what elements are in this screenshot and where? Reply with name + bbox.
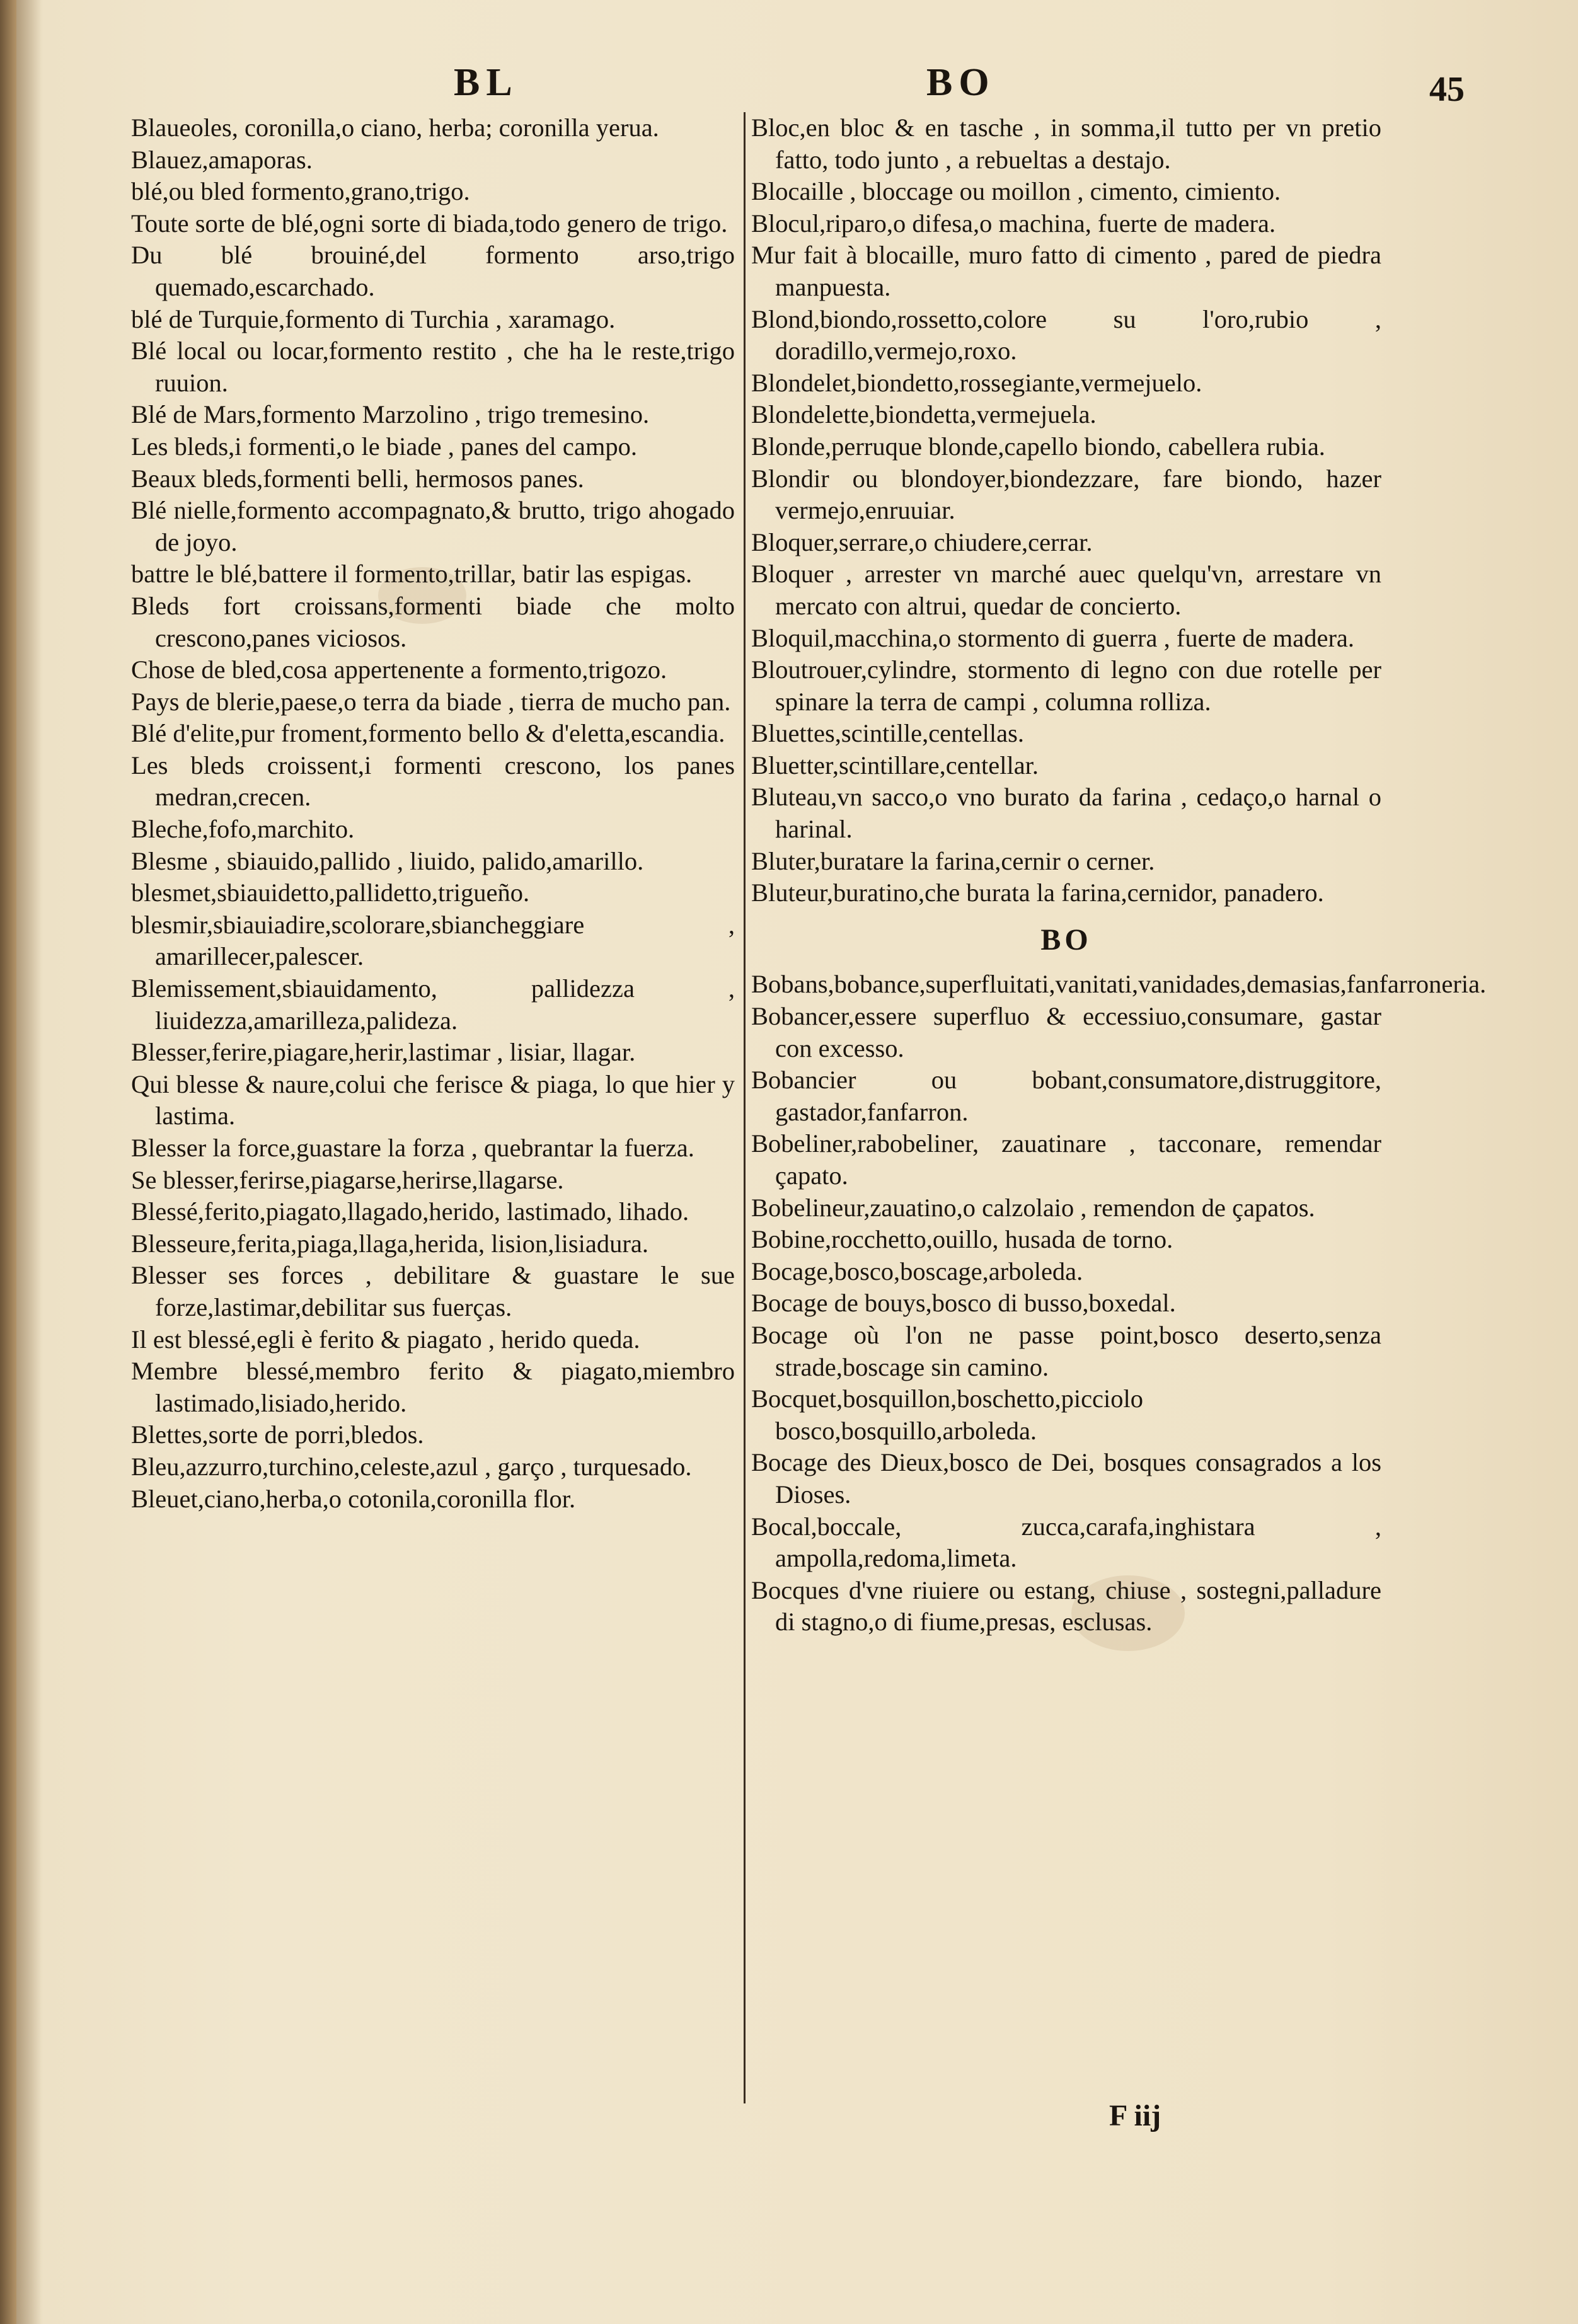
dictionary-entry: Blonde,perruque blonde,capello biondo, cabellera rubia. xyxy=(751,432,1325,461)
book-gutter xyxy=(0,0,16,2324)
dictionary-entry: Bluetter,scintillare,centellar. xyxy=(751,751,1039,779)
dictionary-entry: Bleds fort croissans,formenti biade che molto crescono,panes viciosos. xyxy=(131,591,735,652)
spine-shadow xyxy=(16,0,42,2324)
running-head-left: BL xyxy=(454,61,519,104)
dictionary-entry: Bocal,boccale, zucca,carafa,inghistara , ampolla,redoma,limeta. xyxy=(751,1512,1381,1573)
right-column-entries-bo xyxy=(751,969,1487,1638)
dictionary-entry: Bluettes,scintille,centellas. xyxy=(751,719,1025,748)
dictionary-entry: Bobans,bobance,superfluitati,vanitati,vanidades,demasias,fanfarroneria. xyxy=(751,970,1487,999)
dictionary-entry: Blond,biondo,rossetto,colore su l'oro,rubio , doradillo,vermejo,roxo. xyxy=(751,304,1381,365)
dictionary-entry: Bloquer , arrester vn marché auec quelqu'vn, arrestare vn mercato con altrui, quedar de concierto. xyxy=(751,560,1381,620)
dictionary-entry: battre le blé,battere il formento,trillar, batir las espigas. xyxy=(131,560,693,589)
dictionary-entry: Blaueoles, coronilla,o ciano, herba; coronilla yerua. xyxy=(131,113,659,142)
dictionary-entry: Blesser,ferire,piagare,herir,lastimar , lisiar, llagar. xyxy=(131,1038,636,1067)
dictionary-entry: Bocage de bouys,bosco di busso,boxedal. xyxy=(751,1289,1176,1318)
dictionary-entry: Les bleds,i formenti,o le biade , panes del campo. xyxy=(131,432,637,461)
dictionary-entry: Bluter,buratare la farina,cernir o cerner. xyxy=(751,846,1155,875)
dictionary-entry: Chose de bled,cosa appertenente a formento,trigozo. xyxy=(131,655,667,684)
dictionary-entry: Bloquil,macchina,o stormento di guerra , fuerte de madera. xyxy=(751,623,1355,652)
dictionary-entry: Toute sorte de blé,ogni sorte di biada,todo genero de trigo. xyxy=(131,209,728,238)
dictionary-entry: Bluteau,vn sacco,o vno burato da farina , cedaço,o harnal o harinal. xyxy=(751,783,1381,844)
dictionary-entry: Les bleds croissent,i formenti crescono, los panes medran,crecen. xyxy=(131,751,735,812)
dictionary-entry: Se blesser,ferirse,piagarse,herirse,llagarse. xyxy=(131,1165,564,1194)
dictionary-entry: blé,ou bled formento,grano,trigo. xyxy=(131,177,470,206)
dictionary-entry: Blé d'elite,pur froment,formento bello & d'eletta,escandia. xyxy=(131,719,725,748)
dictionary-entry: blesmir,sbiauiadire,scolorare,sbiancheggiare , amarillecer,palescer. xyxy=(131,910,735,971)
dictionary-entry: Bocquet,bosquillon,boschetto,picciolo bosco,bosquillo,arboleda. xyxy=(751,1384,1144,1445)
dictionary-entry: Pays de blerie,paese,o terra da biade , tierra de mucho pan. xyxy=(131,687,731,716)
dictionary-entry: Mur fait à blocaille, muro fatto di cimento , pared de piedra manpuesta. xyxy=(751,241,1381,301)
dictionary-entry: Bobeliner,rabobeliner, zauatinare , tacconare, remendar çapato. xyxy=(751,1129,1381,1190)
dictionary-entry: Bocques d'vne riuiere ou estang, chiuse , sostegni,palladure di stagno,o di fiume,presas, esclusas. xyxy=(751,1575,1381,1637)
dictionary-entry: Blessé,ferito,piagato,llagado,herido, lastimado, lihado. xyxy=(131,1197,689,1226)
dictionary-entry: blesmet,sbiauidetto,pallidetto,trigueño. xyxy=(131,878,530,907)
dictionary-entry: Blé nielle,formento accompagnato,& brutto, trigo ahogado de joyo. xyxy=(131,496,735,556)
dictionary-entry: Du blé brouiné,del formento arso,trigo quemado,escarchado. xyxy=(131,241,735,301)
dictionary-entry: Blauez,amaporas. xyxy=(131,145,313,174)
section-heading-bo: BO xyxy=(1040,923,1092,957)
dictionary-entry: Bloc,en bloc & en tasche , in somma,il tutto per vn pretio fatto, todo junto , a rebueltas a destajo. xyxy=(751,113,1381,174)
dictionary-entry: Blondir ou blondoyer,biondezzare, fare biondo, hazer vermejo,enruuiar. xyxy=(751,464,1381,525)
dictionary-entry: Bocage,bosco,boscage,arboleda. xyxy=(751,1257,1083,1286)
dictionary-entry: Blondelet,biondetto,rossegiante,vermejuelo. xyxy=(751,368,1202,397)
dictionary-entry: Blesseure,ferita,piaga,llaga,herida, lision,lisiadura. xyxy=(131,1229,648,1258)
dictionary-entry: Bobelineur,zauatino,o calzolaio , remendon de çapatos. xyxy=(751,1193,1315,1222)
dictionary-entry: Blemissement,sbiauidamento, pallidezza , liuidezza,amarilleza,palideza. xyxy=(131,974,735,1035)
dictionary-entry: Blesser ses forces , debilitare & guastare le sue forze,lastimar,debilitar sus fuerças. xyxy=(131,1261,735,1321)
dictionary-entry: Bloutrouer,cylindre, stormento di legno con due rotelle per spinare la terra de campi , columna rolliza. xyxy=(751,655,1381,716)
dictionary-entry: Blé local ou locar,formento restito , che ha le reste,trigo ruuion. xyxy=(131,337,735,397)
dictionary-entry: Membre blessé,membro ferito & piagato,miembro lastimado,lisiado,herido. xyxy=(131,1357,735,1417)
signature-mark: F iij xyxy=(1109,2099,1161,2132)
dictionary-entry: Blettes,sorte de porri,bledos. xyxy=(131,1420,424,1449)
dictionary-entry: Bobine,rocchetto,ouillo, husada de torno. xyxy=(751,1225,1173,1254)
dictionary-entry: Blondelette,biondetta,vermejuela. xyxy=(751,400,1097,429)
dictionary-entry: Blé de Mars,formento Marzolino , trigo tremesino. xyxy=(131,400,650,429)
dictionary-entry: Bloquer,serrare,o chiudere,cerrar. xyxy=(751,527,1093,556)
column-rule xyxy=(744,112,746,2103)
dictionary-entry: Blocaille , bloccage ou moillon , cimento, cimiento. xyxy=(751,177,1281,206)
dictionary-entry: Bobancer,essere superfluo & eccessiuo,consumare, gastar con excesso. xyxy=(751,1002,1381,1062)
dictionary-entry: Blesser la force,guastare la forza , quebrantar la fuerza. xyxy=(131,1134,694,1162)
dictionary-entry: Bluteur,buratino,che burata la farina,cernidor, panadero. xyxy=(751,878,1324,907)
dictionary-entry: Bleu,azzurro,turchino,celeste,azul , garço , turquesado. xyxy=(131,1452,692,1481)
dictionary-entry: Il est blessé,egli è ferito & piagato , herido queda. xyxy=(131,1325,640,1354)
dictionary-entry: Beaux bleds,formenti belli, hermosos panes. xyxy=(131,464,584,493)
running-head-right: BO xyxy=(926,61,996,104)
page-number: 45 xyxy=(1429,70,1465,109)
dictionary-entry: Bocage des Dieux,bosco de Dei, bosques consagrados a los Dioses. xyxy=(751,1448,1381,1509)
dictionary-entry: Bocage où l'on ne passe point,bosco deserto,senza strade,boscage sin camino. xyxy=(751,1320,1381,1381)
dictionary-entry: Blocul,riparo,o difesa,o machina, fuerte de madera. xyxy=(751,209,1276,238)
left-column xyxy=(131,112,735,1515)
dictionary-entry: blé de Turquie,formento di Turchia , xaramago. xyxy=(131,304,616,333)
dictionary-entry: Qui blesse & naure,colui che ferisce & piaga, lo que hier y lastima. xyxy=(131,1069,735,1130)
dictionary-entry: Bleche,fofo,marchito. xyxy=(131,815,355,844)
right-column xyxy=(751,112,1487,1638)
dictionary-entry: Blesme , sbiauido,pallido , liuido, palido,amarillo. xyxy=(131,846,644,875)
dictionary-entry: Bobancier ou bobant,consumatore,distruggitore, gastador,fanfarron. xyxy=(751,1066,1381,1126)
right-column-entries-bl xyxy=(751,112,1381,909)
dictionary-entry: Bleuet,ciano,herba,o cotonila,coronilla flor. xyxy=(131,1484,576,1513)
